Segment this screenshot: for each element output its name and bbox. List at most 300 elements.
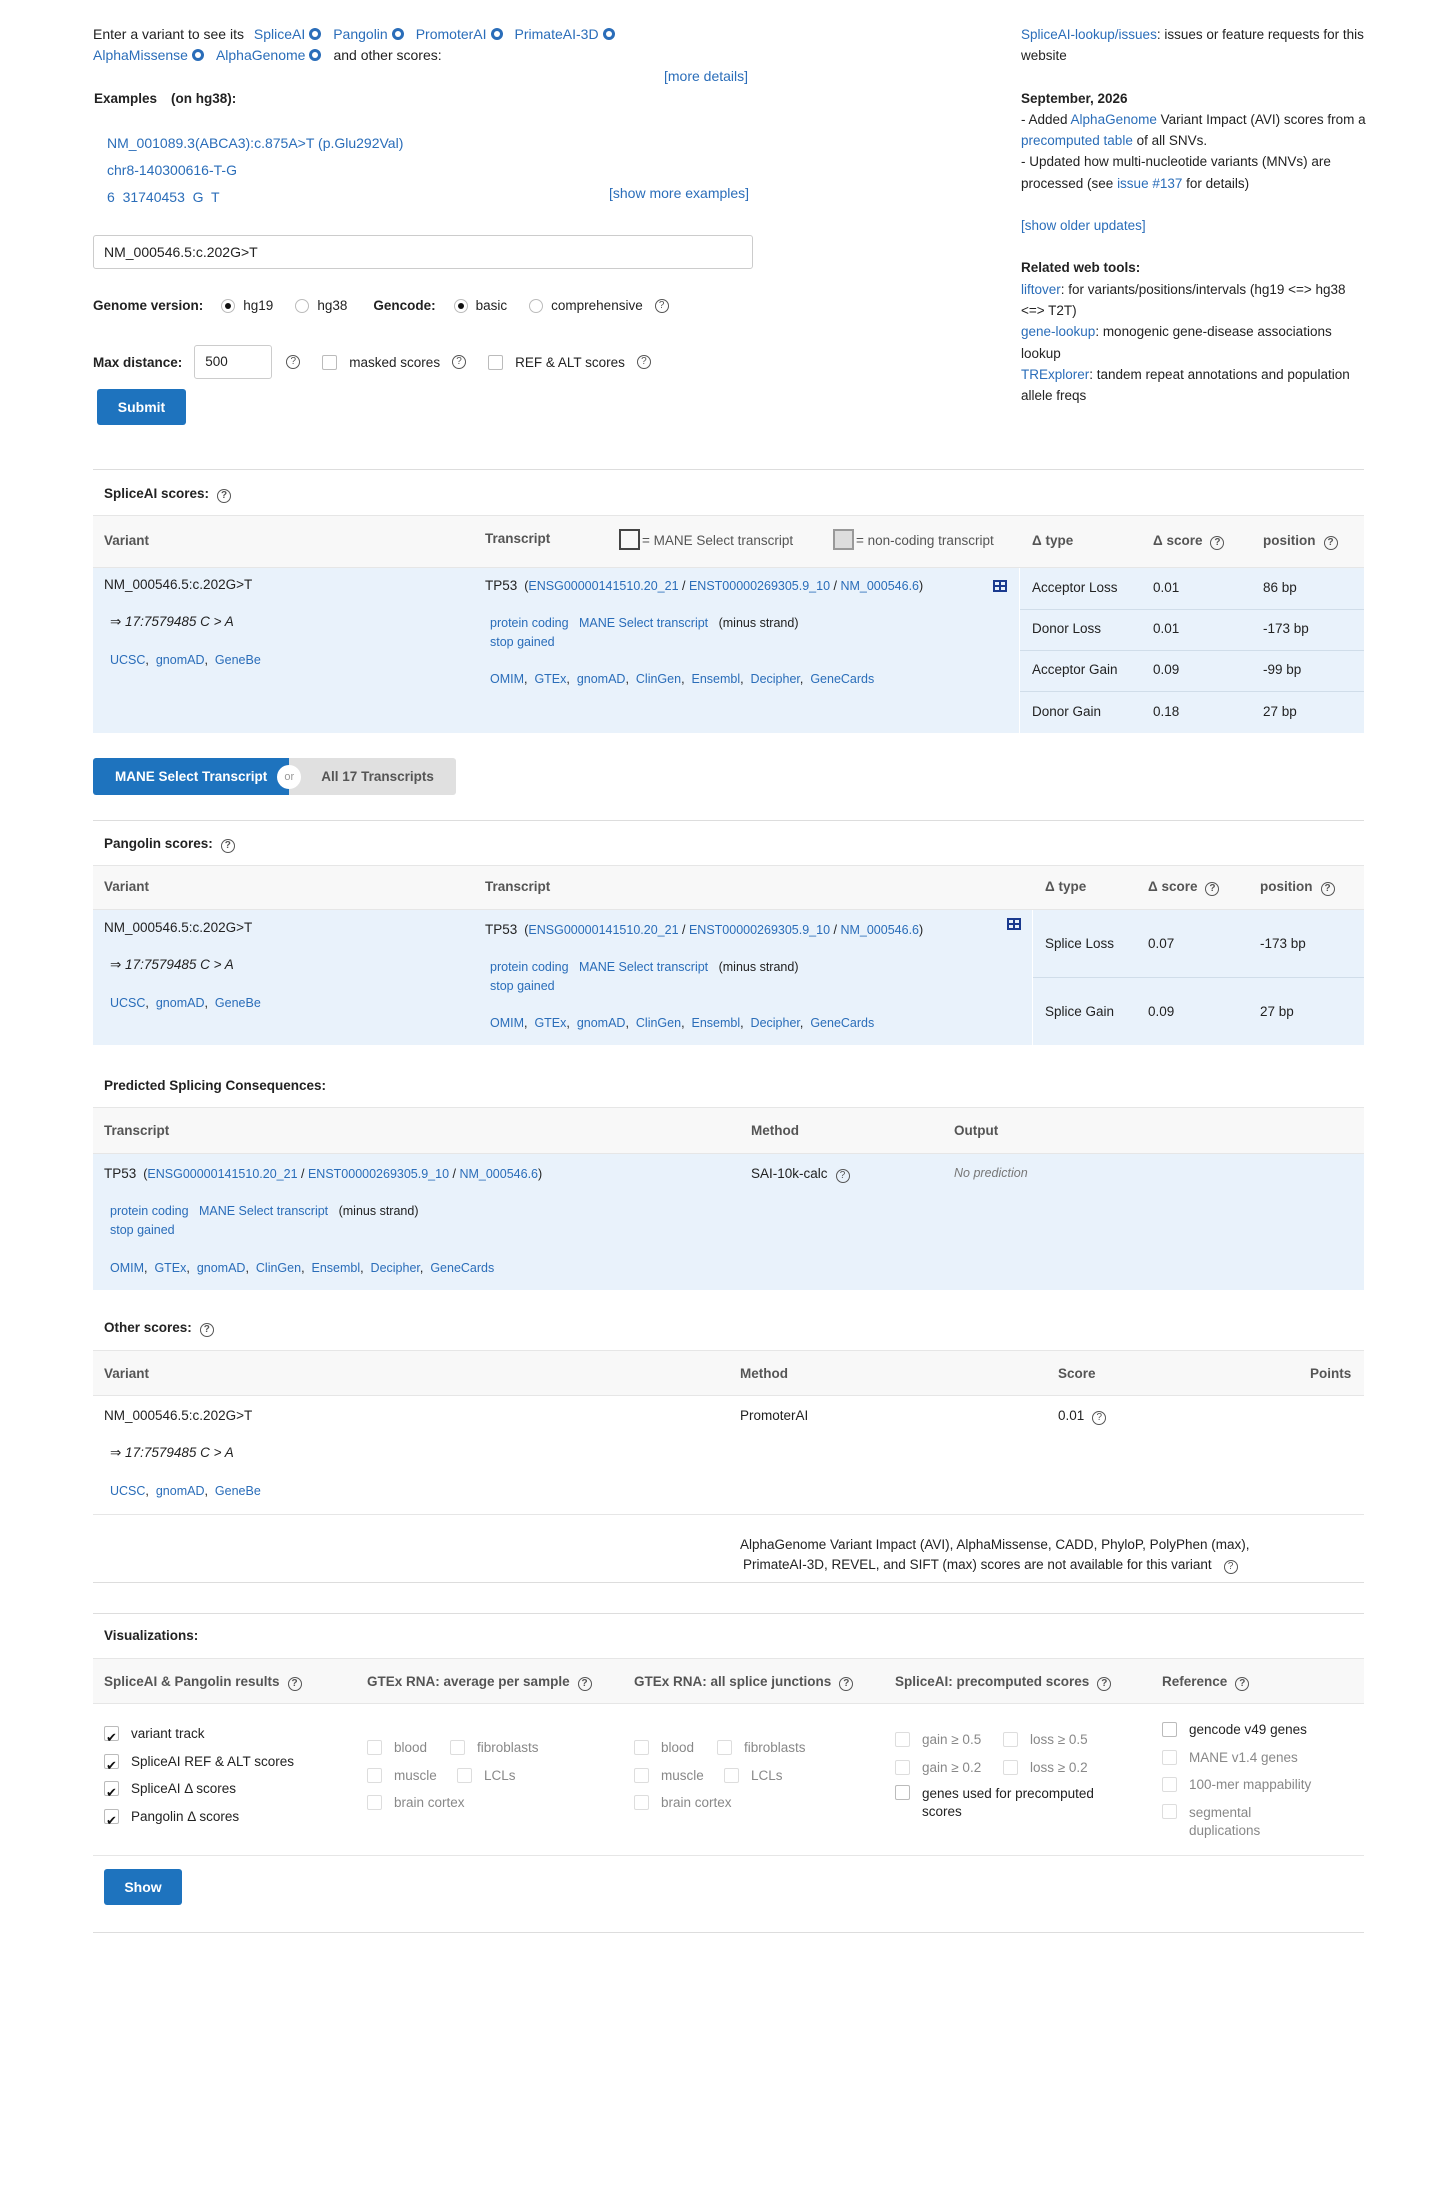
update-text: Variant Impact (AVI) scores from a [1156, 111, 1366, 127]
ensembl-link[interactable]: Ensembl [311, 1261, 361, 1275]
consequence[interactable]: stop gained [110, 1223, 175, 1237]
omim-link[interactable]: OMIM [110, 1261, 145, 1275]
tool-link-alphagenome[interactable]: AlphaGenome [215, 47, 306, 63]
ensembl-link[interactable]: Ensembl [691, 1016, 741, 1030]
example-link[interactable]: NM_001089.3(ABCA3):c.875A>T (p.Glu292Val) [107, 135, 404, 151]
unavailable-note-line2 [740, 1555, 1350, 1575]
gnomad-link[interactable]: gnomAD [155, 653, 205, 667]
help-icon[interactable]: ? [1324, 536, 1338, 550]
vis-col-precomputed [895, 1674, 1111, 1691]
vis-option[interactable] [104, 1720, 294, 1748]
vis-option-label: segmental duplications [1189, 1804, 1261, 1838]
pangolin-table-body [93, 910, 1364, 1045]
tool-desc: : tandem repeat annotations and population allele freqs [1021, 366, 1350, 404]
strand-text: (minus strand) [718, 616, 799, 630]
vis-option-label: 100-mer mappability [1189, 1777, 1312, 1792]
help-icon[interactable]: ? [221, 839, 235, 853]
nm-link[interactable]: NM_000546.6 [459, 1167, 538, 1181]
omim-link[interactable]: OMIM [490, 1016, 525, 1030]
omim-link[interactable]: OMIM [490, 672, 525, 686]
col-position-text: position [1263, 533, 1316, 548]
spliceai-table [93, 515, 1364, 733]
vis-option-label: blood [394, 1740, 428, 1755]
row-divider [93, 1514, 1364, 1515]
delta-type: Acceptor Loss [1032, 580, 1118, 595]
gnomad-link[interactable]: gnomAD [155, 1484, 205, 1498]
tag-protein-coding[interactable]: protein coding [110, 1204, 189, 1218]
pangolin-title [104, 836, 235, 853]
max-distance-label: Max distance: [93, 354, 183, 370]
col-output: Output [954, 1123, 999, 1138]
other-scores-title [104, 1320, 214, 1337]
delta-type: Donor Gain [1032, 704, 1102, 719]
update-text: for details) [1182, 175, 1250, 191]
radio-hg38[interactable] [295, 299, 309, 313]
strand-text: (minus strand) [338, 1204, 419, 1218]
vis-col4 [895, 1726, 1140, 1821]
help-icon[interactable]: ? [836, 1169, 850, 1183]
vis-col3 [634, 1734, 874, 1817]
github-icon[interactable] [309, 49, 321, 61]
vis-option[interactable] [1003, 1754, 1088, 1782]
help-icon[interactable]: ? [1224, 1560, 1238, 1574]
vis-col-reference [1162, 1674, 1249, 1691]
example-link[interactable]: 6 31740453 G T [107, 189, 220, 205]
gene-name: TP53 [485, 578, 518, 593]
right-column [1021, 24, 1371, 406]
transcript-links: OMIM, GTEx, gnomAD, ClinGen, Ensembl, Decipher, GeneCards [490, 672, 875, 686]
unavailable-note-text: PrimateAI-3D, REVEL, and SIFT (max) scores are not available for this variant [743, 1557, 1212, 1572]
help-icon[interactable]: ? [1235, 1677, 1249, 1691]
gnomad-link[interactable]: gnomAD [196, 1261, 246, 1275]
consequences-table-header [93, 1107, 1364, 1154]
gnomad-link[interactable]: gnomAD [155, 996, 205, 1010]
col-variant: Variant [104, 1366, 150, 1381]
vis-option-label: loss ≥ 0.2 [1030, 1759, 1088, 1775]
tool-desc: : for variants/positions/intervals (hg19 <=> hg38 <=> T2T) [1021, 281, 1346, 318]
checkbox[interactable] [367, 1768, 382, 1783]
radio-comprehensive-label: comprehensive [551, 298, 643, 313]
clingen-link[interactable]: ClinGen [635, 1016, 682, 1030]
github-icon[interactable] [603, 28, 615, 40]
tag-mane-select[interactable]: MANE Select transcript [578, 960, 709, 974]
toggle-or: or [277, 765, 301, 789]
vis-option[interactable] [634, 1734, 717, 1762]
radio-comprehensive[interactable] [529, 299, 543, 313]
radio-basic[interactable] [454, 299, 468, 313]
help-icon[interactable]: ? [578, 1677, 592, 1691]
row-divider [1033, 977, 1364, 978]
more-details-link[interactable]: [more details] [664, 68, 749, 84]
tool-link-alphamissense[interactable]: AlphaMissense [93, 47, 188, 63]
help-icon[interactable]: ? [1205, 882, 1219, 896]
github-icon[interactable] [392, 28, 404, 40]
delta-score: 0.07 [1148, 936, 1175, 951]
col-score [1153, 533, 1224, 550]
score-value [1058, 1408, 1106, 1425]
vis-col-precomputed-text: SpliceAI: precomputed scores [895, 1674, 1090, 1689]
checkbox[interactable] [457, 1768, 472, 1783]
github-icon[interactable] [192, 49, 204, 61]
vis-option[interactable] [895, 1785, 1140, 1821]
decipher-link[interactable]: Decipher [750, 1016, 800, 1030]
ensembl-link[interactable]: Ensembl [691, 672, 741, 686]
vis-col-reference-text: Reference [1162, 1674, 1228, 1689]
vis-option[interactable] [1003, 1726, 1088, 1754]
other-scores-table-header [93, 1350, 1364, 1396]
ensg-link[interactable]: ENSG00000141510.20_21 [528, 923, 679, 937]
col-transcript: Transcript [104, 1123, 170, 1138]
noncoding-legend-text: = non-coding transcript [856, 533, 994, 548]
mane-legend-text: = MANE Select transcript [642, 533, 794, 548]
col-position [1260, 879, 1335, 896]
gtex-link[interactable]: GTEx [534, 1016, 567, 1030]
checkbox[interactable] [104, 1726, 119, 1741]
col-points: Points [1310, 1366, 1352, 1381]
checkbox[interactable] [1162, 1722, 1177, 1737]
tag-protein-coding[interactable]: protein coding [490, 616, 569, 630]
enst-link[interactable]: ENST00000269305.9_10 [688, 579, 831, 593]
delta-type: Acceptor Gain [1032, 662, 1118, 677]
vis-option-label: Pangolin Δ scores [131, 1808, 240, 1824]
unavailable-note-line: AlphaGenome Variant Impact (AVI), AlphaMissense, CADD, PhyloP, PolyPhen (max), [740, 1537, 1250, 1552]
vis-option[interactable] [1162, 1744, 1362, 1772]
variant-links: UCSC, gnomAD, GeneBe [110, 653, 261, 667]
examples-genome: (on hg38): [171, 91, 237, 106]
radio-hg38-label: hg38 [317, 298, 348, 313]
visualizations-table [93, 1658, 1364, 1856]
vis-option[interactable] [104, 1748, 294, 1776]
consequence[interactable]: stop gained [490, 979, 555, 993]
help-icon[interactable]: ? [286, 355, 300, 369]
decipher-link[interactable]: Decipher [750, 672, 800, 686]
variant-links: UCSC, gnomAD, GeneBe [110, 1484, 261, 1498]
col-type: Δ type [1045, 879, 1087, 894]
col-type: Δ type [1032, 533, 1074, 548]
delta-position: 86 bp [1263, 580, 1297, 595]
col-variant: Variant [104, 533, 150, 548]
nm-link[interactable]: NM_000546.6 [840, 923, 919, 937]
variant-links: UCSC, gnomAD, GeneBe [110, 996, 261, 1010]
variant-coord: ⇒ 17:7579485 C > A [110, 614, 234, 629]
method-value [751, 1166, 850, 1183]
transcript-links: OMIM, GTEx, gnomAD, ClinGen, Ensembl, Decipher, GeneCards [490, 1016, 875, 1030]
help-icon[interactable]: ? [839, 1677, 853, 1691]
col-method: Method [751, 1123, 799, 1138]
ucsc-link[interactable]: UCSC [110, 1484, 146, 1498]
method-text: SAI-10k-calc [751, 1166, 828, 1181]
row-divider [1020, 650, 1364, 651]
col-position-text: position [1260, 879, 1313, 894]
intro-suffix: and other scores: [333, 47, 442, 63]
unavailable-note [740, 1535, 1350, 1575]
delta-position: 27 bp [1260, 1004, 1294, 1019]
table-icon[interactable] [1007, 918, 1021, 930]
help-icon[interactable]: ? [1097, 1677, 1111, 1691]
genecards-link[interactable]: GeneCards [430, 1261, 495, 1275]
ucsc-link[interactable]: UCSC [110, 996, 146, 1010]
gencode-label: Gencode: [373, 298, 436, 313]
mane-legend [619, 529, 793, 550]
ucsc-link[interactable]: UCSC [110, 653, 146, 667]
transcript-ids: TP53 (ENSG00000141510.20_21 / ENST00000269305.9_10 / NM_000546.6) [485, 922, 924, 937]
tool-desc: : monogenic gene-disease associations lookup [1021, 324, 1332, 361]
nm-link[interactable]: NM_000546.6 [840, 579, 919, 593]
github-icon[interactable] [491, 28, 503, 40]
tag-protein-coding[interactable]: protein coding [490, 960, 569, 974]
vis-option[interactable] [450, 1734, 539, 1762]
ensg-link[interactable]: ENSG00000141510.20_21 [528, 579, 679, 593]
vis-option[interactable] [1162, 1771, 1362, 1799]
checkbox[interactable] [104, 1809, 119, 1824]
other-scores-title-text: Other scores: [104, 1320, 192, 1335]
tool-link-promoterai[interactable]: PromoterAI [415, 26, 487, 42]
ensg-link[interactable]: ENSG00000141510.20_21 [147, 1167, 298, 1181]
vis-option[interactable] [724, 1762, 783, 1790]
method-value: PromoterAI [740, 1408, 809, 1423]
update-text: - Updated how multi-nucleotide variants (MNVs) are processed (see [1021, 154, 1331, 191]
delta-type: Splice Gain [1045, 1004, 1115, 1019]
vis-col-gtex-junctions-text: GTEx RNA: all splice junctions [634, 1674, 832, 1689]
max-distance-input[interactable]: 500 [194, 345, 272, 379]
output-value: No prediction [954, 1166, 1028, 1180]
vis-option-label: gain ≥ 0.5 [922, 1732, 982, 1747]
row-divider [1020, 691, 1364, 692]
vis-col-results [104, 1674, 302, 1691]
gnomad-link[interactable]: gnomAD [576, 672, 626, 686]
masked-scores-label: masked scores [349, 354, 441, 370]
variant-name: NM_000546.5:c.202G>T [104, 920, 253, 935]
vis-option-label: SpliceAI REF & ALT scores [131, 1753, 295, 1769]
gnomad-link[interactable]: gnomAD [576, 1016, 626, 1030]
divider [93, 469, 1364, 470]
gtex-link[interactable]: GTEx [154, 1261, 187, 1275]
precomputed-table-link[interactable]: precomputed table [1021, 133, 1133, 149]
tool-link-spliceai[interactable]: SpliceAI [253, 26, 306, 42]
show-more-examples-link[interactable]: [show more examples] [609, 185, 750, 201]
vis-option-label: LCLs [484, 1767, 516, 1783]
checkbox[interactable] [895, 1785, 910, 1800]
radio-hg19[interactable] [221, 299, 235, 313]
help-icon[interactable]: ? [200, 1323, 214, 1337]
maxdist-row [93, 345, 651, 379]
vis-option[interactable] [1162, 1804, 1362, 1840]
gene-name: TP53 [104, 1166, 137, 1181]
checkbox[interactable] [634, 1795, 649, 1810]
checkbox[interactable] [895, 1760, 910, 1775]
vis-option-label: gencode v49 genes [1189, 1722, 1307, 1737]
delta-type: Splice Loss [1045, 936, 1115, 951]
checkbox[interactable] [1162, 1804, 1177, 1819]
gtex-link[interactable]: GTEx [534, 672, 567, 686]
noncoding-legend-box [833, 529, 854, 550]
radio-basic-label: basic [475, 298, 508, 313]
checkbox[interactable] [634, 1740, 649, 1755]
pangolin-title-text: Pangolin scores: [104, 836, 213, 851]
vis-option-label: blood [661, 1740, 695, 1755]
checkbox[interactable] [717, 1740, 732, 1755]
trexplorer-link[interactable]: TRExplorer [1021, 366, 1090, 382]
vis-option[interactable] [457, 1762, 516, 1790]
vis-option-label: brain cortex [661, 1795, 732, 1810]
issues-link[interactable]: SpliceAI-lookup/issues [1021, 27, 1157, 42]
genebe-link[interactable]: GeneBe [214, 996, 261, 1010]
github-icon[interactable] [309, 28, 321, 40]
col-score-text: Δ score [1148, 879, 1198, 894]
vis-option[interactable] [895, 1754, 1003, 1782]
vis-col-gtex-junctions [634, 1674, 853, 1691]
delta-score: 0.09 [1153, 662, 1180, 677]
vis-option[interactable] [634, 1762, 724, 1790]
score-text: 0.01 [1058, 1408, 1085, 1423]
genome-gencode-row [93, 298, 669, 313]
delta-score: 0.09 [1148, 1004, 1175, 1019]
col-position [1263, 533, 1338, 550]
help-icon[interactable]: ? [1210, 536, 1224, 550]
vis-option-label: muscle [394, 1767, 437, 1783]
issues-text: : issues or feature requests for this website [1021, 27, 1364, 64]
help-icon[interactable]: ? [288, 1677, 302, 1691]
intro-prefix: Enter a variant to see its [93, 26, 244, 42]
vis-option[interactable] [104, 1803, 294, 1831]
help-icon[interactable]: ? [1092, 1411, 1106, 1425]
pangolin-table [93, 865, 1364, 1045]
example-link[interactable]: chr8-140300616-T-G [107, 162, 237, 178]
update-date: September, 2026 [1021, 90, 1128, 106]
vis-option-label: gain ≥ 0.2 [922, 1759, 982, 1775]
gene-name: TP53 [485, 922, 518, 937]
genebe-link[interactable]: GeneBe [214, 653, 261, 667]
help-icon[interactable]: ? [217, 489, 231, 503]
examples-list [107, 130, 403, 211]
checkbox[interactable] [104, 1781, 119, 1796]
transcript-ids: TP53 (ENSG00000141510.20_21 / ENST00000269305.9_10 / NM_000546.6) [485, 578, 924, 593]
checkbox[interactable] [634, 1768, 649, 1783]
genome-version-label: Genome version: [93, 298, 204, 313]
checkbox[interactable] [450, 1740, 465, 1755]
vis-option[interactable] [717, 1734, 806, 1762]
submit-button[interactable]: Submit [97, 389, 186, 425]
masked-scores-checkbox[interactable] [322, 355, 337, 370]
checkbox[interactable] [1003, 1760, 1018, 1775]
decipher-link[interactable]: Decipher [370, 1261, 420, 1275]
variant-input[interactable]: NM_000546.5:c.202G>T [93, 235, 753, 269]
checkbox[interactable] [724, 1768, 739, 1783]
col-score [1148, 879, 1219, 896]
vis-col-gtex-avg-text: GTEx RNA: average per sample [367, 1674, 570, 1689]
col-score-text: Δ score [1153, 533, 1203, 548]
vis-col-gtex-avg [367, 1674, 592, 1691]
vis-option-label: fibroblasts [477, 1740, 539, 1755]
vis-option-label: muscle [661, 1767, 704, 1783]
checkbox[interactable] [1162, 1750, 1177, 1765]
spliceai-table-header [93, 515, 1364, 568]
visualizations-title: Visualizations: [104, 1628, 199, 1643]
col-transcript: Transcript [485, 879, 551, 894]
clingen-link[interactable]: ClinGen [635, 672, 682, 686]
variant-coord: ⇒ 17:7579485 C > A [110, 957, 234, 972]
liftover-link[interactable]: liftover [1021, 281, 1061, 297]
vis-option[interactable] [104, 1775, 294, 1803]
vis-option-label: loss ≥ 0.5 [1030, 1732, 1088, 1747]
checkbox[interactable] [367, 1795, 382, 1810]
vis-option-label: MANE v1.4 genes [1189, 1749, 1298, 1765]
vis-option[interactable] [1162, 1716, 1362, 1744]
genecards-link[interactable]: GeneCards [810, 1016, 875, 1030]
genebe-link[interactable]: GeneBe [214, 1484, 261, 1498]
tag-mane-select[interactable]: MANE Select transcript [198, 1204, 329, 1218]
checkbox[interactable] [895, 1732, 910, 1747]
help-icon[interactable]: ? [1321, 882, 1335, 896]
checkbox[interactable] [104, 1754, 119, 1769]
col-transcript: Transcript [485, 531, 551, 546]
show-older-updates-link[interactable]: [show older updates] [1021, 218, 1146, 234]
clingen-link[interactable]: ClinGen [255, 1261, 302, 1275]
table-icon[interactable] [993, 580, 1007, 592]
transcript-tags [110, 1204, 418, 1218]
vis-option[interactable] [367, 1734, 450, 1762]
transcript-tags [490, 960, 798, 974]
mane-select-toggle[interactable]: MANE Select Transcript [93, 758, 289, 795]
delta-score: 0.18 [1153, 704, 1180, 719]
help-icon[interactable]: ? [637, 355, 651, 369]
vis-option[interactable] [895, 1726, 1003, 1754]
enst-link[interactable]: ENST00000269305.9_10 [688, 923, 831, 937]
transcript-ids: TP53 (ENSG00000141510.20_21 / ENST00000269305.9_10 / NM_000546.6) [104, 1166, 543, 1181]
tag-mane-select[interactable]: MANE Select transcript [578, 616, 709, 630]
vis-col-results-text: SpliceAI & Pangolin results [104, 1674, 280, 1689]
delta-position: -173 bp [1260, 936, 1306, 951]
vis-option-label: variant track [131, 1726, 205, 1741]
update-text: - Added [1021, 111, 1071, 127]
help-icon[interactable]: ? [655, 299, 669, 313]
vis-option[interactable] [367, 1762, 457, 1790]
issue-137-link[interactable]: issue #137 [1117, 175, 1183, 191]
checkbox[interactable] [1003, 1732, 1018, 1747]
vis-option[interactable] [367, 1789, 607, 1817]
show-button[interactable]: Show [104, 1869, 182, 1905]
checkbox[interactable] [367, 1740, 382, 1755]
vis-option[interactable] [634, 1789, 874, 1817]
visualizations-header [93, 1658, 1364, 1704]
pangolin-table-header [93, 865, 1364, 910]
all-transcripts-toggle[interactable]: All 17 Transcripts [289, 758, 456, 795]
transcript-links: OMIM, GTEx, gnomAD, ClinGen, Ensembl, Decipher, GeneCards [110, 1261, 495, 1275]
row-divider [1020, 609, 1364, 610]
checkbox[interactable] [1162, 1777, 1177, 1792]
enst-link[interactable]: ENST00000269305.9_10 [307, 1167, 450, 1181]
divider [93, 820, 1364, 821]
consequence[interactable]: stop gained [490, 635, 555, 649]
examples-title [94, 91, 236, 106]
alphagenome-link[interactable]: AlphaGenome [1070, 111, 1157, 127]
col-variant: Variant [104, 879, 150, 894]
ref-alt-checkbox[interactable] [488, 355, 503, 370]
intro-text [93, 24, 753, 66]
help-icon[interactable]: ? [452, 355, 466, 369]
delta-score: 0.01 [1153, 580, 1180, 595]
tool-link-pangolin[interactable]: Pangolin [333, 26, 388, 42]
genecards-link[interactable]: GeneCards [810, 672, 875, 686]
transcript-toggle [93, 758, 456, 795]
vis-option-label: SpliceAI Δ scores [131, 1781, 237, 1796]
divider [93, 1932, 1364, 1933]
gene-lookup-link[interactable]: gene-lookup [1021, 324, 1096, 340]
variant-name: NM_000546.5:c.202G>T [104, 577, 253, 592]
tool-link-primateai[interactable]: PrimateAI-3D [514, 26, 599, 42]
vis-option-label: genes used for precomputed scores [922, 1786, 1094, 1819]
ref-alt-label: REF & ALT scores [515, 354, 625, 370]
